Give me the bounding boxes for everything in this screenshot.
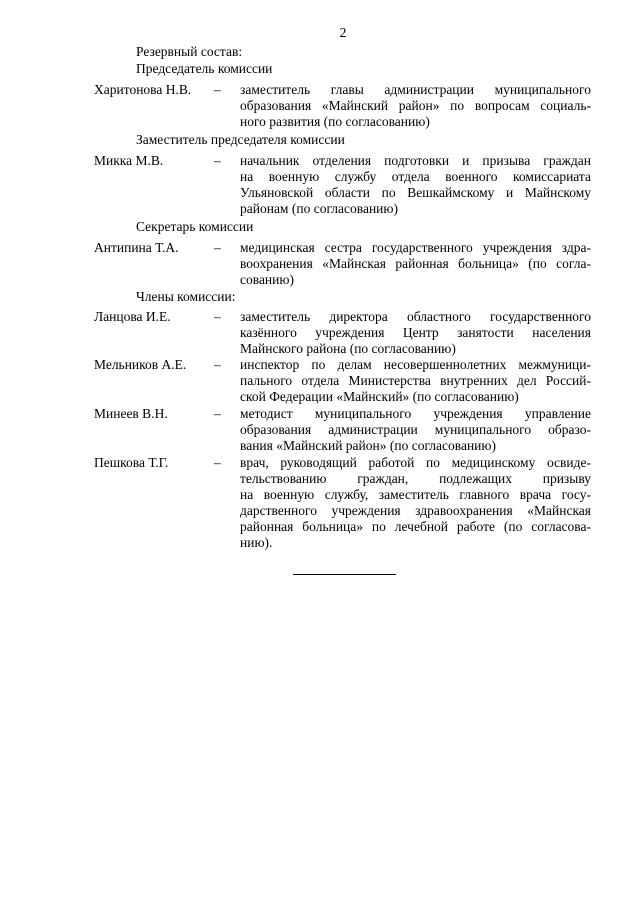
heading-secretary: Секретарь комиссии xyxy=(136,219,254,234)
member-dash: – xyxy=(214,406,221,421)
description-line: образования администрации муниципального образо- xyxy=(240,422,591,437)
heading-deputy-chairman: Заместитель председателя комиссии xyxy=(136,132,345,147)
member-dash: – xyxy=(214,82,221,97)
end-divider-line xyxy=(293,574,396,575)
description-line: дарственного учреждения здравоохранения «Майнская xyxy=(240,503,591,518)
description-line: нию). xyxy=(240,535,273,550)
member-description xyxy=(240,153,591,217)
member-description xyxy=(240,406,591,454)
heading-members: Члены комиссии: xyxy=(136,289,236,304)
member-description xyxy=(240,82,591,130)
member-name: Пешкова Т.Г. xyxy=(94,455,169,470)
description-line: методист муниципального учреждения управление xyxy=(240,406,591,421)
description-line: заместитель главы администрации муниципального xyxy=(240,82,591,97)
member-description xyxy=(240,357,591,405)
page-number: 2 xyxy=(339,26,347,41)
member-name: Микка М.В. xyxy=(94,153,164,168)
member-name: Мельников А.Е. xyxy=(94,357,187,372)
description-line: образования «Майнский район» по вопросам социаль- xyxy=(240,98,591,113)
heading-chairman: Председатель комиссии xyxy=(136,61,273,76)
description-line: вания «Майнский район» (по согласованию) xyxy=(240,438,496,453)
member-dash: – xyxy=(214,455,221,470)
heading-reserve-composition: Резервный состав: xyxy=(136,44,243,59)
description-line: воохранения «Майнская районная больница» (по согла- xyxy=(240,256,591,271)
member-dash: – xyxy=(214,309,221,324)
member-dash: – xyxy=(214,240,221,255)
description-line: на военную службу отдела военного комиссариата xyxy=(240,169,591,184)
description-line: пального отдела Министерства внутренних дел Россий- xyxy=(240,373,591,388)
description-line: тельствованию граждан, подлежащих призыву xyxy=(240,471,591,486)
member-name: Минеев В.Н. xyxy=(94,406,168,421)
member-name: Антипина Т.А. xyxy=(94,240,179,255)
description-line: начальник отделения подготовки и призыва граждан xyxy=(240,153,591,168)
description-line: Майнского района (по согласованию) xyxy=(240,341,456,356)
member-dash: – xyxy=(214,153,221,168)
description-line: районная больница» по лечебной работе (по согласова- xyxy=(240,519,591,534)
description-line: ской Федерации «Майнский» (по согласованию) xyxy=(240,389,519,404)
member-dash: – xyxy=(214,357,221,372)
description-line: казённого учреждения Центр занятости населения xyxy=(240,325,591,340)
description-line: врач, руководящий работой по медицинскому освиде- xyxy=(240,455,591,470)
member-description xyxy=(240,309,591,357)
member-name: Ланцова И.Е. xyxy=(94,309,171,324)
description-line: сованию) xyxy=(240,272,294,287)
description-line: инспектор по делам несовершеннолетних межмуници- xyxy=(240,357,591,372)
member-name: Харитонова Н.В. xyxy=(94,82,192,97)
member-description xyxy=(240,240,591,288)
description-line: на военную службу, заместитель главного врача госу- xyxy=(240,487,591,502)
member-description xyxy=(240,455,591,551)
description-line: медицинская сестра государственного учреждения здра- xyxy=(240,240,591,255)
description-line: ного развития (по согласованию) xyxy=(240,114,430,129)
description-line: Ульяновской области по Вешкаймскому и Майнскому xyxy=(240,185,591,200)
description-line: заместитель директора областного государственного xyxy=(240,309,591,324)
description-line: районам (по согласованию) xyxy=(240,201,398,216)
